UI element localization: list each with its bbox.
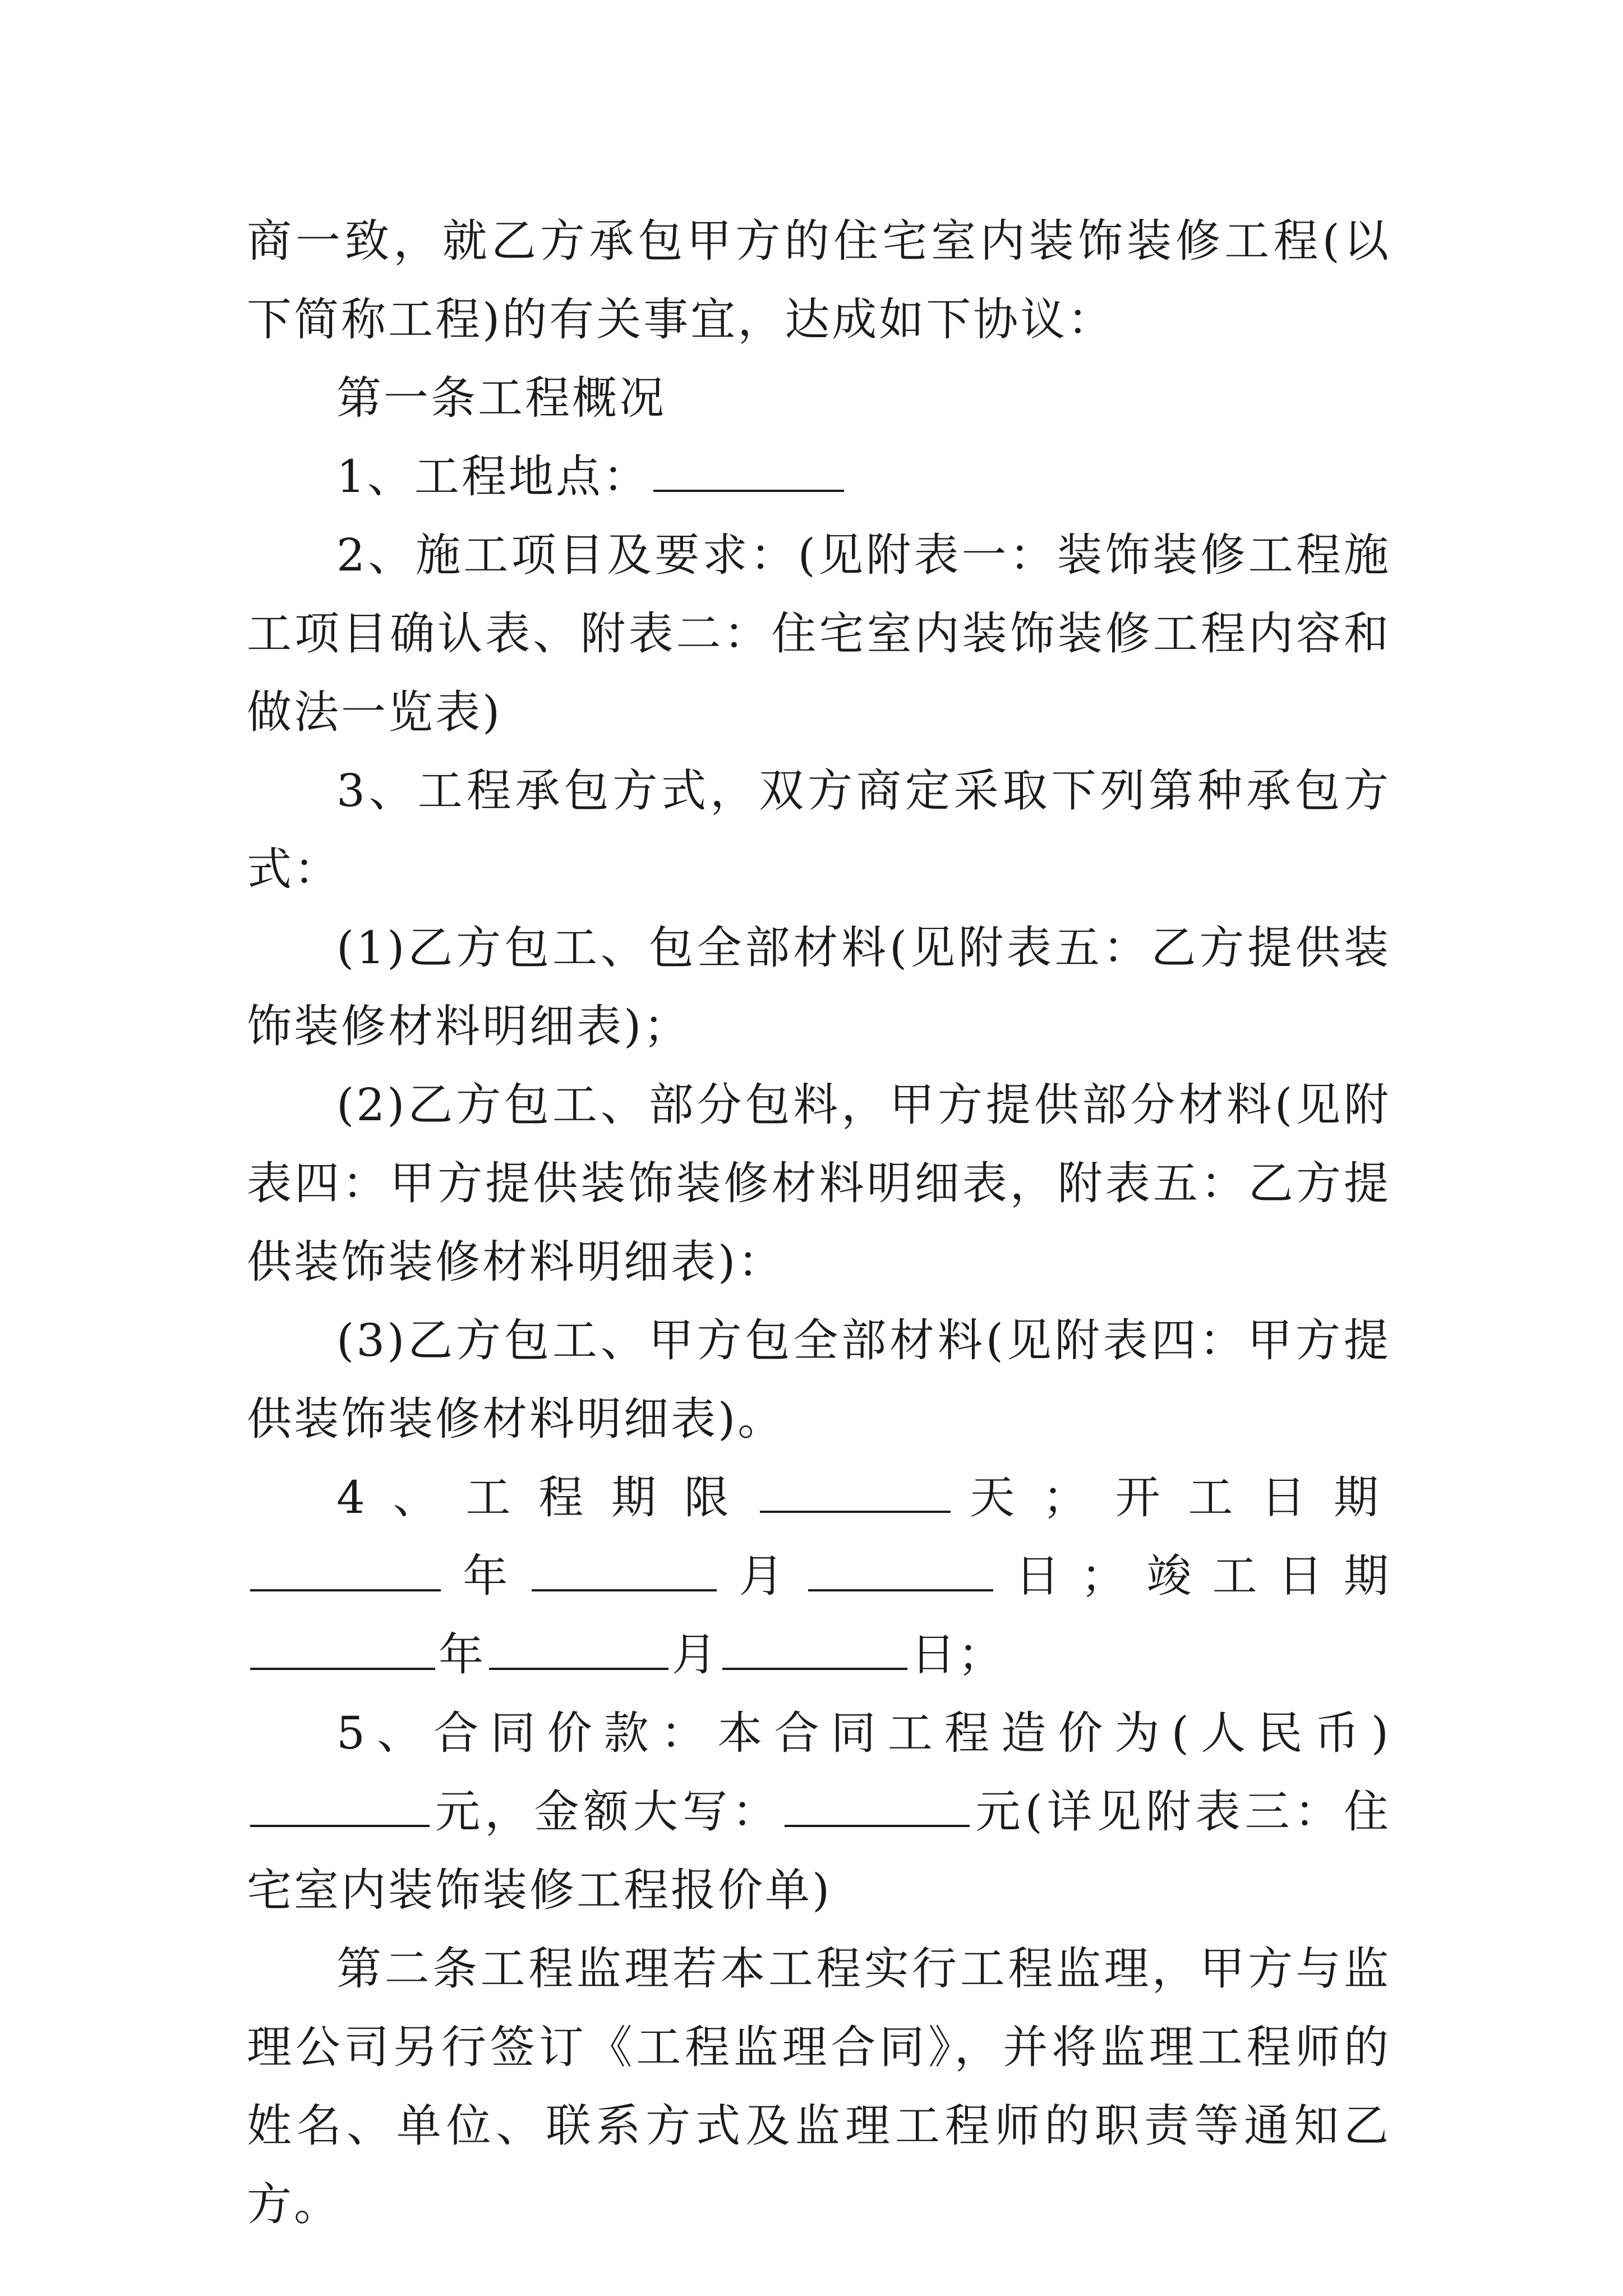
contract-price-blank bbox=[250, 1786, 430, 1827]
completion-date-label: 日；竣工日期 bbox=[996, 1550, 1391, 1602]
article-one-heading: 第一条工程概况 bbox=[336, 372, 666, 424]
completion-day-label: 日； bbox=[911, 1628, 1005, 1681]
paragraph-mode-option-1: (1)乙方包工、包全部材料(见附表五：乙方提供装饰装修材料明细表)； bbox=[247, 922, 1391, 1052]
start-month-label: 月 bbox=[720, 1550, 805, 1602]
project-location-label: 1、工程地点： bbox=[336, 450, 650, 503]
paragraph-mode-option-3: (3)乙方包工、甲方包全部材料(见附表四：甲方提供装饰装修材料明细表)。 bbox=[247, 1314, 1391, 1445]
completion-month-label: 月 bbox=[672, 1628, 719, 1681]
price-detail-label: 元(详见附表三：住宅室内装饰装修工程报价单) bbox=[247, 1786, 1391, 1916]
period-label: 4、工程期限 bbox=[336, 1471, 757, 1524]
paragraph-intro: 商一致，就乙方承包甲方的住宅室内装饰装修工程(以下简称工程)的有关事宜，达成如下协议： bbox=[247, 215, 1391, 346]
completion-month-blank bbox=[489, 1628, 668, 1670]
start-year-label: 年 bbox=[444, 1550, 529, 1602]
amount-in-words-blank bbox=[785, 1786, 970, 1827]
paragraph-mode-option-2: (2)乙方包工、部分包料，甲方提供部分材料(见附表四：甲方提供装饰装修材料明细表，附表五：乙方提供装饰装修材料明细表)： bbox=[247, 1079, 1391, 1288]
start-year-blank bbox=[250, 1550, 441, 1591]
completion-day-blank bbox=[722, 1628, 907, 1670]
paragraph-contract-price bbox=[247, 1694, 1391, 1930]
contract-price-label: 5、合同价款：本合同工程造价为(人民币) bbox=[336, 1707, 1391, 1759]
paragraph-construction-items: 2、施工项目及要求：(见附表一：装饰装修工程施工项目确认表、附表二：住宅室内装饰装修工程内容和做法一览表) bbox=[247, 529, 1391, 738]
completion-year-blank bbox=[250, 1628, 435, 1670]
document-body bbox=[247, 202, 1391, 2244]
start-month-blank bbox=[532, 1550, 717, 1591]
project-location-blank bbox=[653, 450, 844, 492]
article-two-paragraph: 第二条工程监理若本工程实行工程监理，甲方与监理公司另行签订《工程监理合同》，并将监理工程师的姓名、单位、联系方式及监理工程师的职责等通知乙方。 bbox=[247, 1943, 1391, 2230]
amount-in-words-label: 元，金额大写： bbox=[433, 1786, 782, 1838]
period-days-label: 天；开工日期 bbox=[954, 1471, 1391, 1524]
paragraph-contract-mode: 3、工程承包方式，双方商定采取下列第种承包方式： bbox=[247, 765, 1391, 895]
completion-year-label: 年 bbox=[439, 1628, 486, 1681]
paragraph-project-location bbox=[247, 438, 1391, 516]
period-days-blank bbox=[760, 1471, 951, 1513]
paragraph-project-period bbox=[247, 1458, 1391, 1694]
start-day-blank bbox=[808, 1550, 993, 1591]
